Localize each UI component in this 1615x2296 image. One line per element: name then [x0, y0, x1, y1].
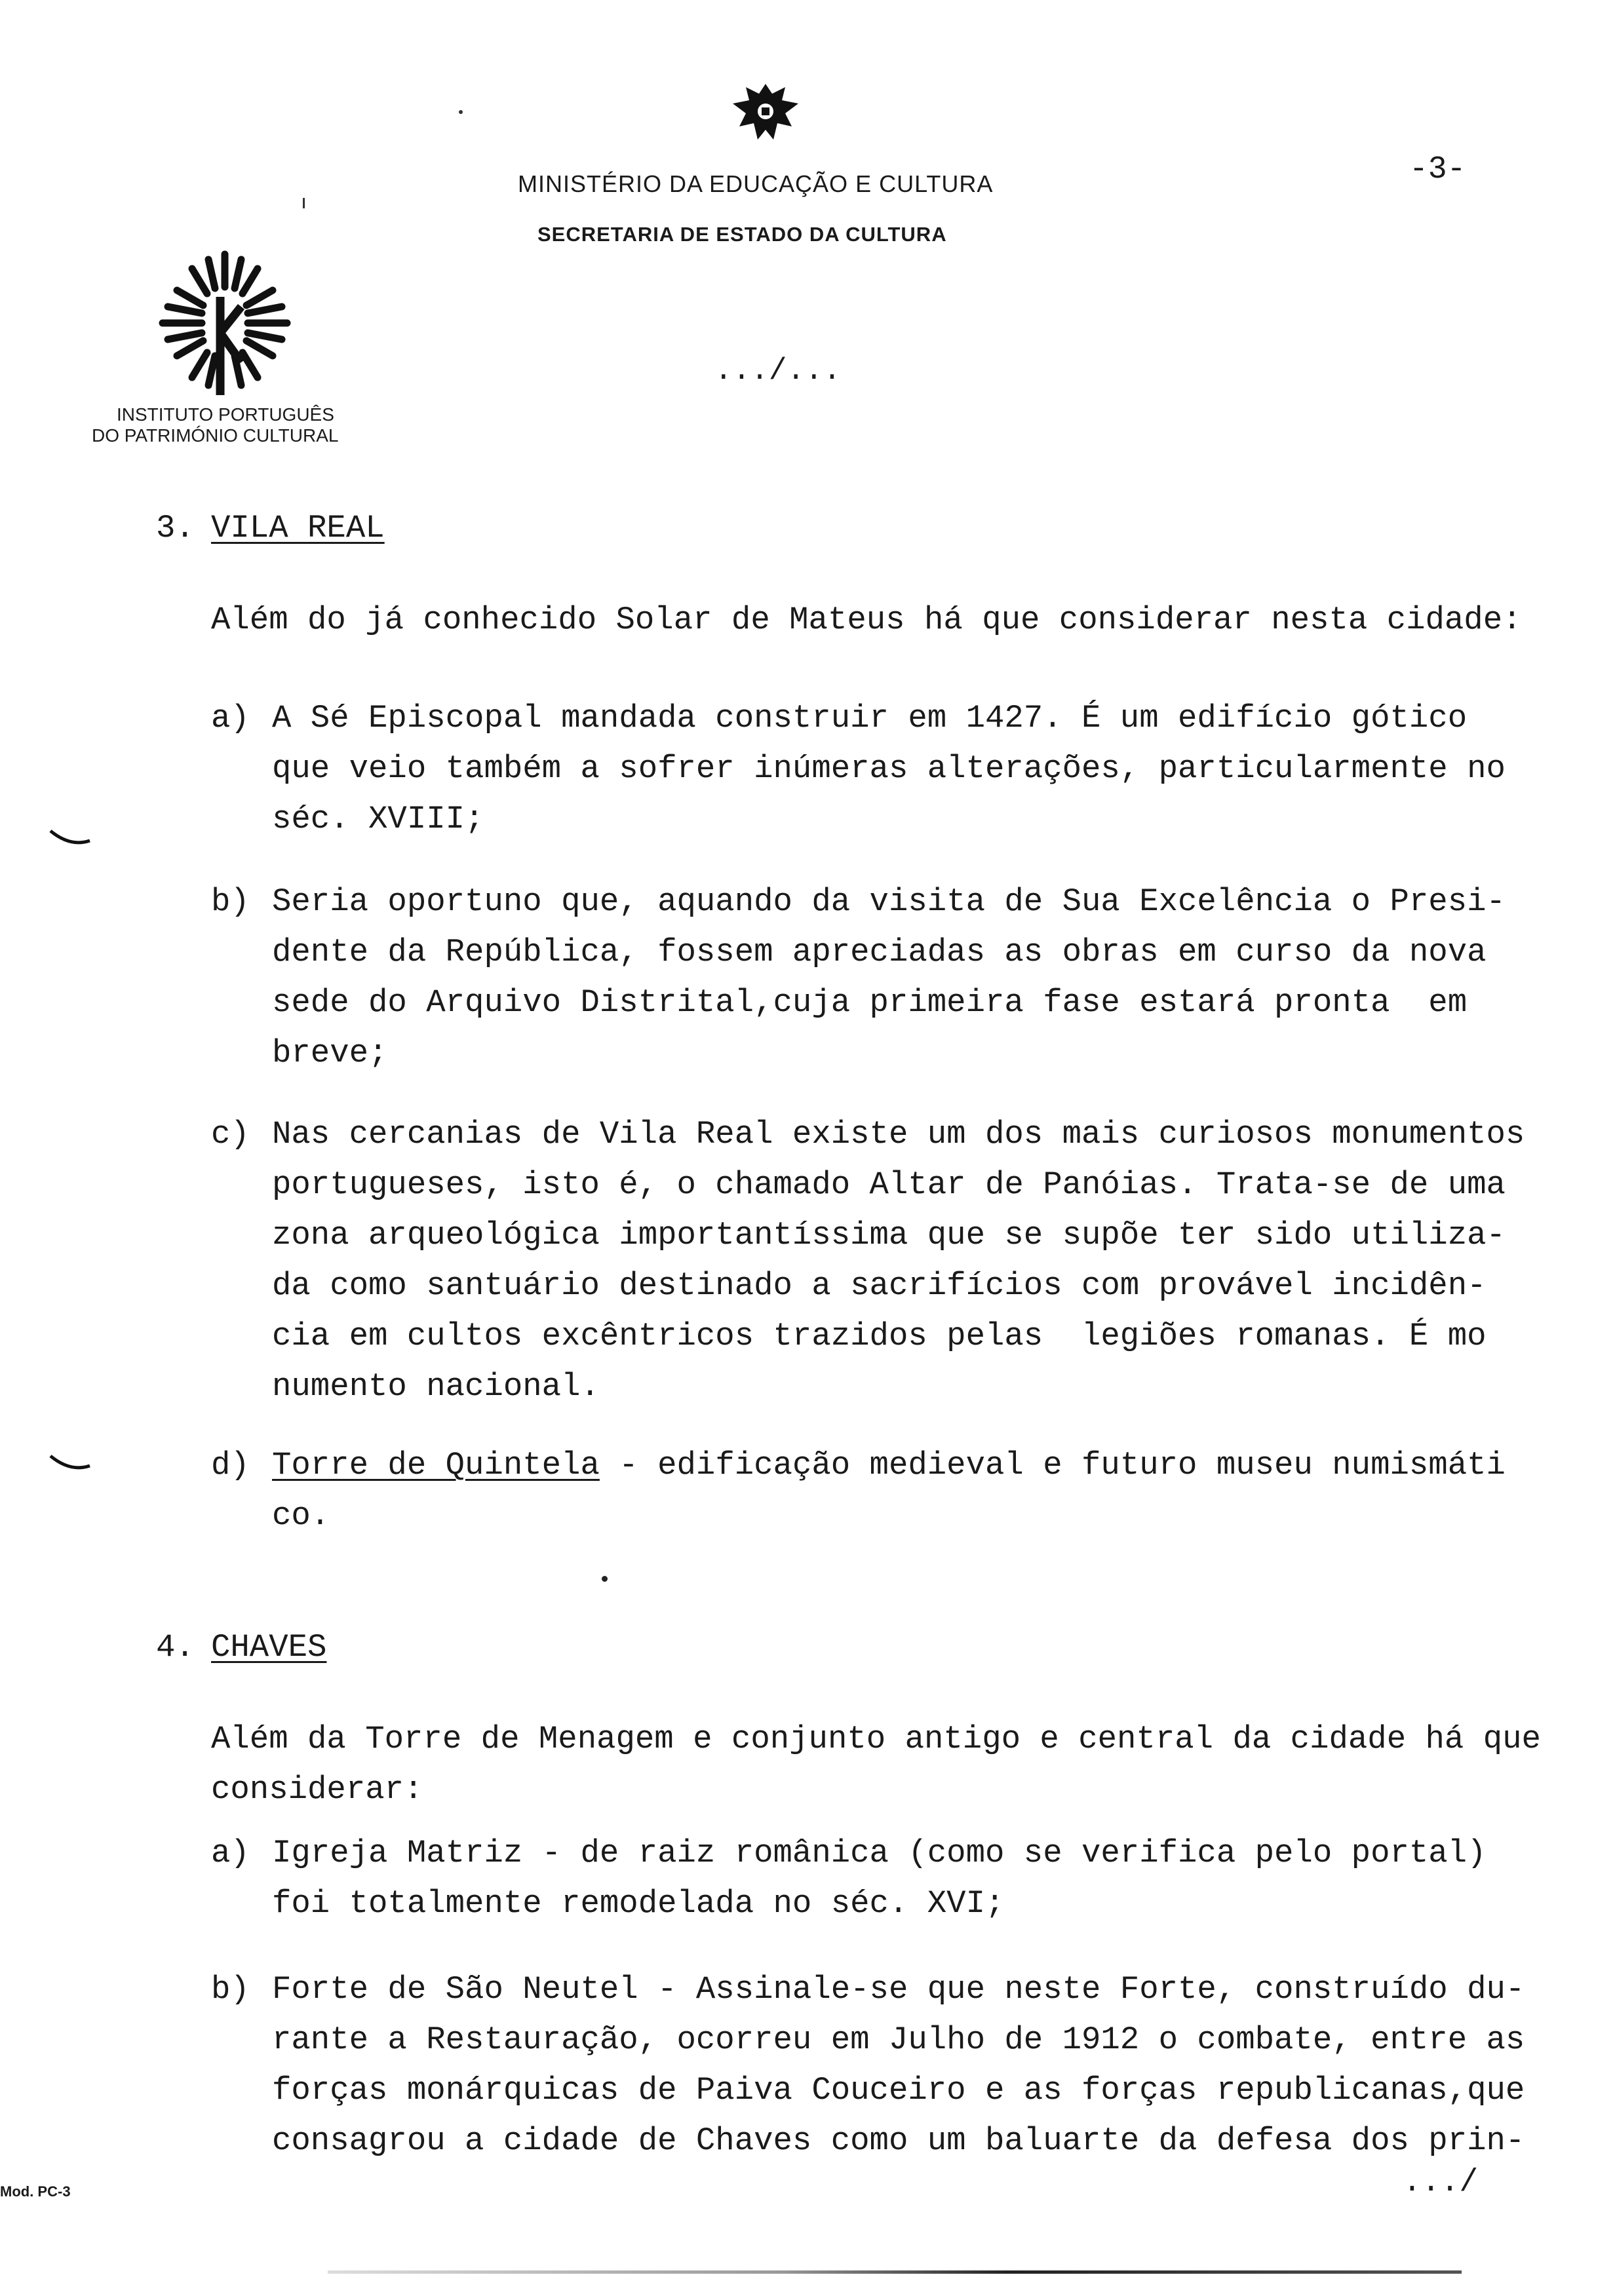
item-line: A Sé Episcopal mandada construir em 1427. É um edifício gótico: [272, 700, 1468, 737]
margin-mark: [47, 1449, 93, 1476]
ministry-heading: MINISTÉRIO DA EDUCAÇÃO E CULTURA: [518, 170, 994, 197]
section-number: 4.: [156, 1629, 195, 1666]
margin-mark: [47, 824, 93, 851]
item-line: cia em cultos excêntricos trazidos pelas legiões romanas. É mo: [272, 1318, 1487, 1354]
secretaria-heading: SECRETARIA DE ESTADO DA CULTURA: [537, 223, 947, 246]
item-letter: d): [211, 1447, 250, 1483]
item-line: consagrou a cidade de Chaves como um baluarte da defesa dos prin-: [272, 2122, 1525, 2159]
item-line: Seria oportuno que, aquando da visita de Sua Excelência o Presi-: [272, 883, 1506, 920]
item-line: séc. XVIII;: [272, 801, 484, 837]
ippc-logo-icon: [156, 248, 294, 398]
item-line: co.: [272, 1497, 330, 1534]
continuation-mark-top: .../...: [714, 354, 842, 388]
scan-edge-rule: [328, 2270, 1462, 2274]
item-line: Forte de São Neutel - Assinale-se que neste Forte, construído du-: [272, 1971, 1525, 2008]
section-intro: Além do já conhecido Solar de Mateus há que considerar nesta cidade:: [211, 602, 1522, 638]
item-line: dente da República, fossem apreciadas as obras em curso da nova: [272, 934, 1487, 970]
item-line: sede do Arquivo Distrital,cuja primeira fase estará pronta em: [272, 984, 1468, 1021]
institute-name-line2: DO PATRIMÓNIO CULTURAL: [92, 425, 339, 446]
item-line: numento nacional.: [272, 1368, 600, 1405]
scan-speck: [303, 198, 305, 208]
item-line: breve;: [272, 1035, 388, 1071]
continuation-mark-bottom: .../: [1403, 2165, 1479, 2200]
scan-speck: [602, 1576, 608, 1582]
item-name: Torre de Quintela: [272, 1447, 600, 1483]
item-letter: b): [211, 1971, 250, 2008]
section-intro: considerar:: [211, 1771, 423, 1808]
item-letter: b): [211, 883, 250, 920]
item-letter: a): [211, 700, 250, 737]
item-line: portugueses, isto é, o chamado Altar de Panóias. Trata-se de uma: [272, 1166, 1506, 1203]
section-number: 3.: [156, 510, 195, 546]
page-number: -3-: [1409, 152, 1466, 187]
item-line-rest: - edificação medieval e futuro museu numismáti: [599, 1447, 1506, 1483]
item-line: Igreja Matriz - de raiz românica (como se verifica pelo portal): [272, 1835, 1487, 1871]
item-line: forças monárquicas de Paiva Couceiro e as forças republicanas,que: [272, 2072, 1525, 2109]
item-line: rante a Restauração, ocorreu em Julho de 1912 o combate, entre as: [272, 2021, 1525, 2058]
item-line: da como santuário destinado a sacrifícios com provável incidên-: [272, 1267, 1487, 1304]
item-line: foi totalmente remodelada no séc. XVI;: [272, 1885, 1005, 1922]
institute-name-line1: INSTITUTO PORTUGUÊS: [117, 404, 334, 425]
scan-speck: [459, 110, 463, 114]
crest-icon: [726, 77, 805, 149]
section-title: VILA REAL: [211, 510, 385, 546]
item-line: zona arqueológica importantíssima que se supõe ter sido utiliza-: [272, 1217, 1506, 1253]
section-title: CHAVES: [211, 1629, 327, 1666]
item-line: Nas cercanias de Vila Real existe um dos mais curiosos monumentos: [272, 1116, 1525, 1153]
item-letter: c): [211, 1116, 250, 1153]
section-intro: Além da Torre de Menagem e conjunto antigo e central da cidade há que: [211, 1721, 1541, 1757]
item-line: que veio também a sofrer inúmeras alterações, particularmente no: [272, 750, 1506, 787]
form-code: Mod. PC-3: [0, 2183, 71, 2200]
item-line: [272, 1447, 1506, 1483]
item-letter: a): [211, 1835, 250, 1871]
